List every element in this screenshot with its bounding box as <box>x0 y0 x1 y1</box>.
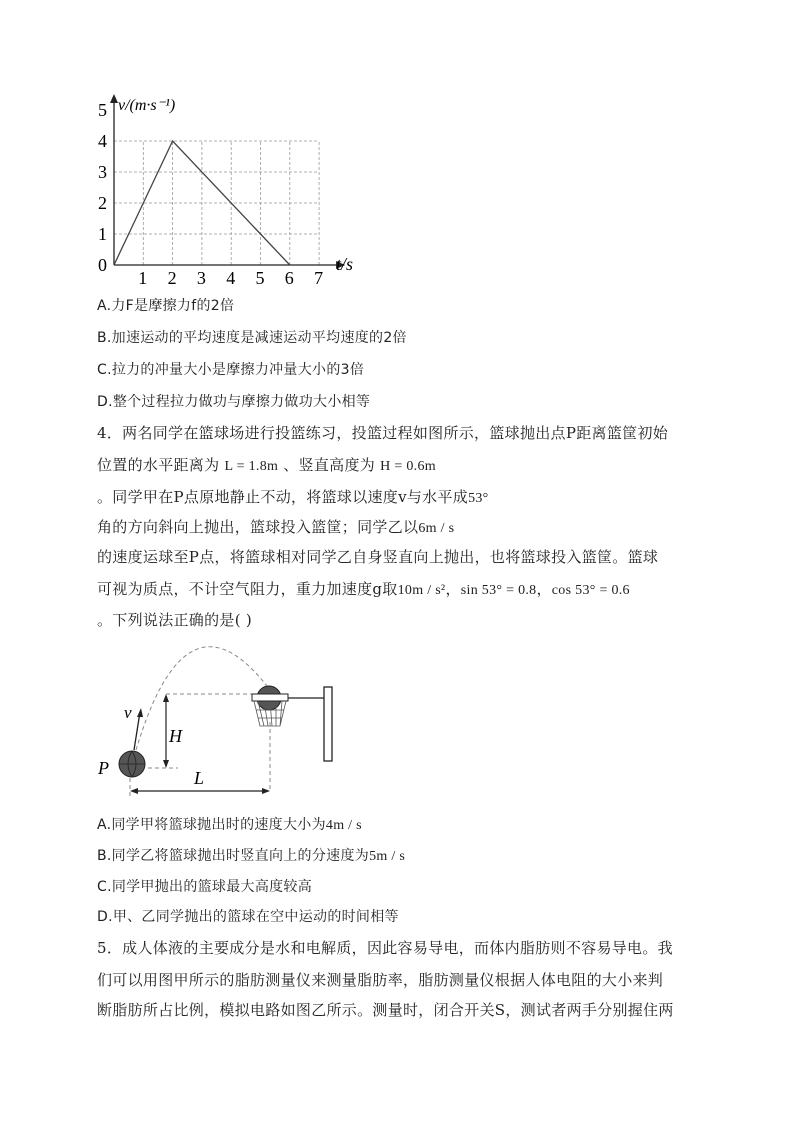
q4-speed-6: 6m / s <box>418 521 455 536</box>
q4-line-3 <box>97 487 489 509</box>
q4-line-6 <box>97 579 630 601</box>
q5-line-3: 断脂肪所占比例，模拟电路如图乙所示。测量时，闭合开关S，测试者两手分别握住两 <box>97 1001 674 1019</box>
q4-line-5: 的速度运球至P点，将篮球相对同学乙自身竖直向上抛出，也将篮球投入篮筐。篮球 <box>97 548 659 566</box>
q3-option-a: A.力F是摩擦力f的2倍 <box>97 298 235 314</box>
q4-option-a-value: 4m / s <box>325 818 362 833</box>
velocity-arrow-head <box>137 708 143 717</box>
y-tick-label: 2 <box>98 193 107 213</box>
q4-sep-1: ， <box>445 580 461 598</box>
basketball-figure <box>92 640 352 805</box>
q4-sin: sin 53° = 0.8 <box>460 583 537 598</box>
q4-line-2 <box>97 455 436 477</box>
q4-sep-2: ， <box>536 580 552 598</box>
distance-arrow-head-left <box>130 788 138 794</box>
q4-option-b-text: B.同学乙将篮球抛出时竖直向上的分速度为 <box>97 848 370 864</box>
q4-line-1: 4．两名同学在篮球场进行投篮练习，投篮过程如图所示，篮球抛出点P距离篮筐初始 <box>97 424 669 442</box>
q4-option-d: D.甲、乙同学抛出的篮球在空中运动的时间相等 <box>97 909 399 925</box>
y-tick-label: 3 <box>98 162 107 182</box>
q4-line-2-text-b: 、竖直高度为 <box>283 456 376 474</box>
q3-option-d: D.整个过程拉力做功与摩擦力做功大小相等 <box>97 394 371 410</box>
chart-tick-labels <box>98 100 323 288</box>
q4-line-2-text: 位置的水平距离为 <box>97 456 220 474</box>
velocity-label: v <box>124 703 132 722</box>
y-tick-label: 0 <box>98 255 107 275</box>
y-axis-label: v/(m·s⁻¹) <box>118 97 176 114</box>
y-axis-arrow <box>110 94 118 103</box>
backboard <box>324 687 332 761</box>
q3-option-c: C.拉力的冲量大小是摩擦力冲量大小的3倍 <box>97 362 365 378</box>
x-tick-label: 1 <box>138 268 148 288</box>
height-arrow-head-bottom <box>163 760 169 768</box>
height-arrow-head-top <box>163 694 169 702</box>
hoop-rim <box>252 694 288 701</box>
x-tick-label: 3 <box>196 268 206 288</box>
distance-label: L <box>194 768 205 788</box>
q4-option-b <box>97 846 405 867</box>
q4-gravity: 10m / s² <box>397 583 446 598</box>
x-tick-label: 2 <box>167 268 177 288</box>
q4-option-c: C.同学甲抛出的篮球最大高度较高 <box>97 879 313 895</box>
y-tick-label: 4 <box>98 131 107 151</box>
point-p-label: P <box>98 758 109 778</box>
x-tick-label: 4 <box>226 268 236 288</box>
chart-grid <box>114 141 319 265</box>
q5-line-1: 5．成人体液的主要成分是水和电解质，因此容易导电，而体内脂肪则不容易导电。我 <box>97 939 673 957</box>
q4-angle: 53° <box>468 491 489 506</box>
velocity-time-chart <box>90 92 370 292</box>
distance-arrow-head-right <box>262 788 270 794</box>
x-tick-label: 7 <box>314 268 324 288</box>
y-tick-label: 5 <box>98 100 107 120</box>
x-tick-label: 5 <box>255 268 265 288</box>
trajectory-arc <box>136 647 270 750</box>
q4-option-a-text: A.同学甲将篮球抛出时的速度大小为 <box>97 817 326 833</box>
q4-line-4 <box>97 517 454 539</box>
y-tick-label: 1 <box>98 224 107 244</box>
q4-option-a <box>97 815 362 836</box>
q4-cos: cos 53° = 0.6 <box>551 583 630 598</box>
velocity-arrow <box>134 712 140 750</box>
x-axis-label: t/s <box>336 254 354 274</box>
chart-axes <box>110 94 345 269</box>
q4-line-4-text: 角的方向斜向上抛出，篮球投入篮筐；同学乙以 <box>97 518 419 536</box>
q4-line-6-text: 可视为质点，不计空气阻力，重力加速度g取 <box>97 580 398 598</box>
q4-line-3-text: 。同学甲在P点原地静止不动，将篮球以速度v与水平成 <box>97 488 469 506</box>
q5-line-2: 们可以用图甲所示的脂肪测量仪来测量脂肪率，脂肪测量仪根据人体电阻的大小来判 <box>97 971 664 989</box>
q4-height-H: H = 0.6m <box>380 459 436 474</box>
q4-option-b-value: 5m / s <box>369 849 406 864</box>
q4-line-7: 。下列说法正确的是( ) <box>97 611 253 629</box>
x-tick-label: 6 <box>284 268 294 288</box>
q3-option-b: B.加速运动的平均速度是减速运动平均速度的2倍 <box>97 330 407 346</box>
q4-distance-L: L = 1.8m <box>224 459 279 474</box>
height-label: H <box>169 726 182 746</box>
